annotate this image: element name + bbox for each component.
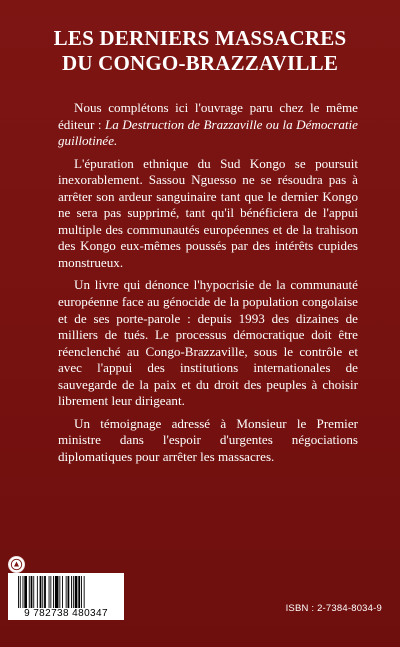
barcode-bars (18, 576, 114, 608)
title-line-2: DU CONGO-BRAZZAVILLE (61, 51, 339, 75)
title-line-1: LES DERNIERS MASSACRES (53, 26, 347, 50)
barcode (8, 573, 124, 620)
blurb-paragraph-3: Un livre qui dénonce l'hypocrisie de la communauté européenne face au génocide de la population congolaise et de ses porte-parole : depuis 1993 des dizaines de milliers de tués. Le processus démocratique doit être réenclenché au Congo-Brazzaville, sous le contrôle et avec l'appui des institutions internationales de sauvegarde de la paix et du droit des peuples à choisir librement leur dirigeant. (58, 277, 358, 409)
blurb-paragraph-1 (58, 100, 358, 150)
blurb-paragraph-4: Un témoignage adressé à Monsieur le Premier ministre dans l'espoir d'urgentes négociations diplomatiques pour arrêter les massacres. (58, 415, 358, 464)
book-title (0, 26, 400, 76)
barcode-digits: 9 782738 480347 (24, 608, 108, 619)
publisher-logo-icon (8, 556, 25, 573)
blurb-paragraph-2: L'épuration ethnique du Sud Kongo se poursuit inexorablement. Sassou Nguesso ne se résoudra pas à arrêter son ardeur sanguinaire tant que le dernier Kongo ne sera pas supprimé, tant qu'il bénéficiera de l'appui multiple des communautés européennes et de la trahison des Kongo eux-mêmes poussés par des intérêts cupides monstrueux. (58, 155, 358, 270)
referenced-book-title: La Destruction de Brazzaville ou la Démocratie guillotinée. (58, 116, 358, 149)
blurb-intro-text: Nous complétons ici l'ouvrage paru chez le même éditeur : (58, 100, 358, 132)
isbn-number: ISBN : 2-7384-8034-9 (285, 603, 382, 614)
publisher-logo-glyph (10, 558, 23, 571)
back-cover-blurb (58, 100, 358, 465)
